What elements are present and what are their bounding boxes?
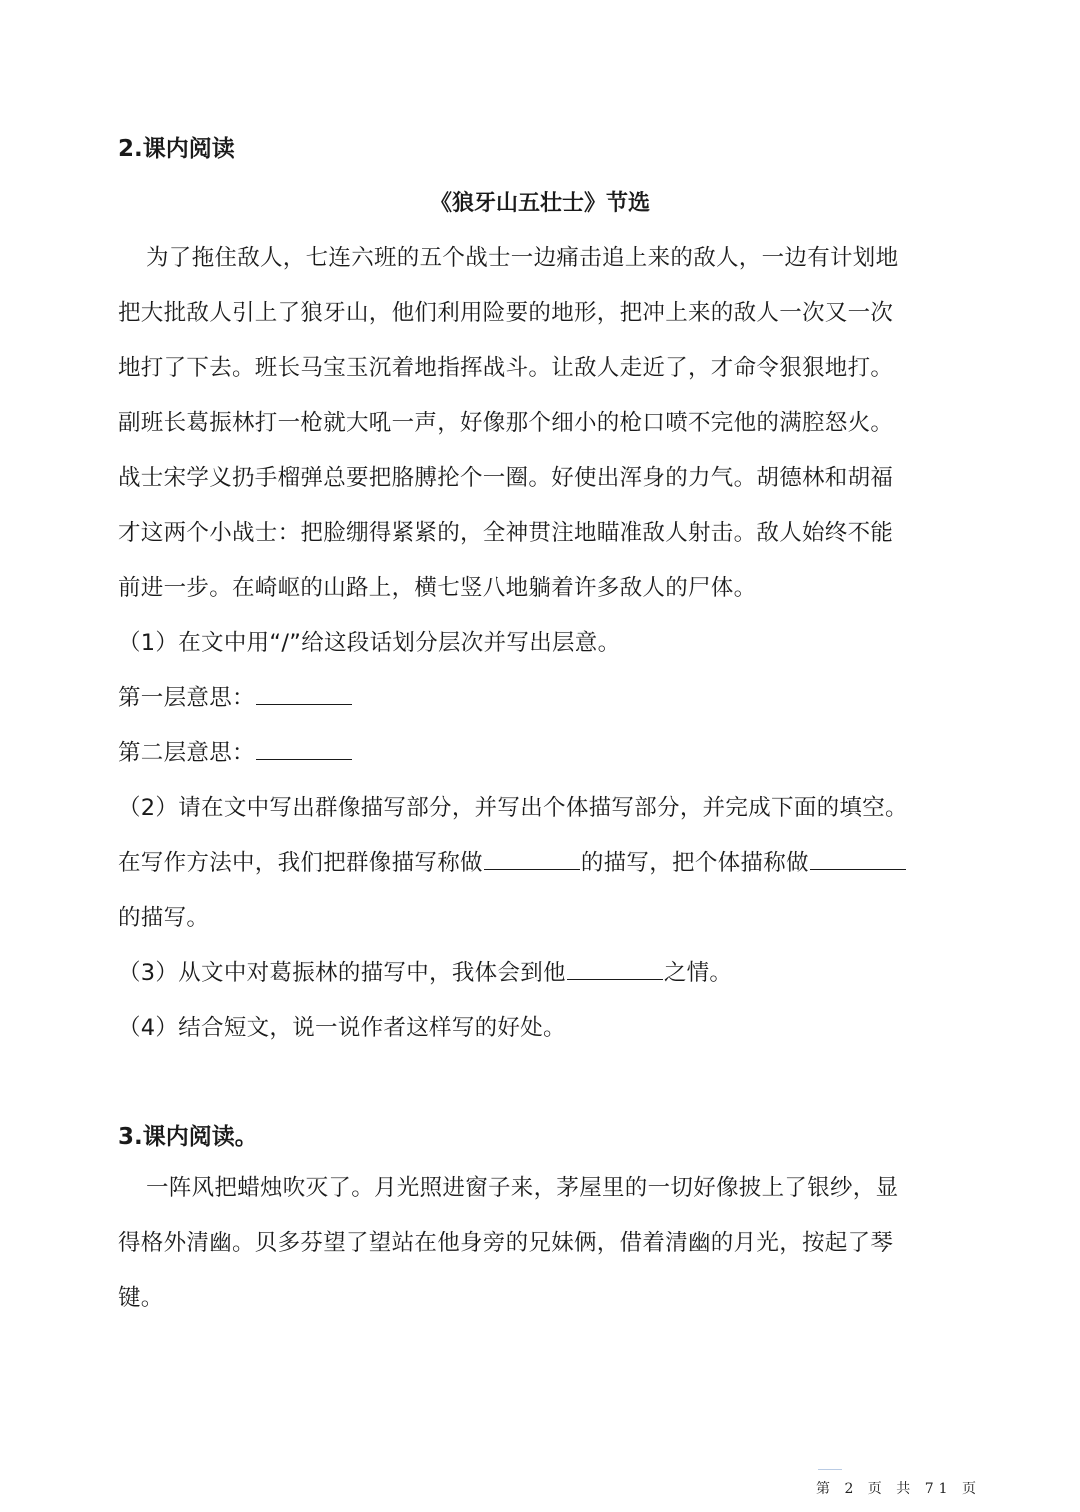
paragraph-line: 为了拖住敌人，七连六班的五个战士一边痛击追上来的敌人，一边有计划地 xyxy=(146,245,899,271)
q3-text-a: （3）从文中对葛振林的描写中，我体会到他 xyxy=(118,960,566,986)
layer-2-label: 第二层意思： xyxy=(118,740,255,766)
paragraph-line: 前进一步。在崎岖的山路上，横七竖八地躺着许多敌人的尸体。 xyxy=(118,575,757,601)
answer-blank xyxy=(567,978,663,980)
question-1-layer-2 xyxy=(118,735,353,767)
question-3 xyxy=(118,955,732,987)
passage-title: 《狼牙山五壮士》节选 xyxy=(429,191,650,216)
answer-blank xyxy=(256,758,352,760)
layer-1-label: 第一层意思： xyxy=(118,685,255,711)
section-3-heading: 3.课内阅读。 xyxy=(118,1124,258,1150)
question-2-fill-end: 的描写。 xyxy=(118,905,210,931)
paragraph-line: 副班长葛振林打一枪就大吼一声，好像那个细小的枪口喷不完他的满腔怒火。 xyxy=(118,410,894,436)
q2-text-b: 的描写，把个体描称做 xyxy=(580,850,809,876)
answer-blank xyxy=(256,703,352,705)
section-2-heading: 2.课内阅读 xyxy=(118,136,235,162)
paragraph-line: 战士宋学义扔手榴弹总要把胳膊抡个一圈。好使出浑身的力气。胡德林和胡福 xyxy=(118,465,894,491)
page-number: 第 2 页 共 71 页 xyxy=(816,1481,981,1497)
q3-text-b: 之情。 xyxy=(663,960,733,986)
question-2-fill-line xyxy=(118,845,907,877)
paragraph-line: 键。 xyxy=(118,1285,164,1311)
paragraph-line: 地打了下去。班长马宝玉沉着地指挥战斗。让敌人走近了，才命令狠狠地打。 xyxy=(118,355,894,381)
q2-text-a: 在写作方法中，我们把群像描写称做 xyxy=(118,850,483,876)
paragraph-line: 得格外清幽。贝多芬望了望站在他身旁的兄妹俩，借着清幽的月光，按起了琴 xyxy=(118,1230,894,1256)
question-1-layer-1 xyxy=(118,680,353,712)
question-4: （4）结合短文，说一说作者这样写的好处。 xyxy=(118,1015,566,1041)
paragraph-line: 一阵风把蜡烛吹灭了。月光照进窗子来，茅屋里的一切好像披上了银纱，显 xyxy=(146,1175,899,1201)
footer-divider xyxy=(818,1469,842,1470)
question-2: （2）请在文中写出群像描写部分，并写出个体描写部分，并完成下面的填空。 xyxy=(118,795,908,821)
paragraph-line: 才这两个小战士：把脸绷得紧紧的，全神贯注地瞄准敌人射击。敌人始终不能 xyxy=(118,520,894,546)
answer-blank xyxy=(484,868,580,870)
answer-blank xyxy=(810,868,906,870)
paragraph-line: 把大批敌人引上了狼牙山，他们利用险要的地形，把冲上来的敌人一次又一次 xyxy=(118,300,894,326)
question-1: （1）在文中用“/”给这段话划分层次并写出层意。 xyxy=(118,630,621,656)
